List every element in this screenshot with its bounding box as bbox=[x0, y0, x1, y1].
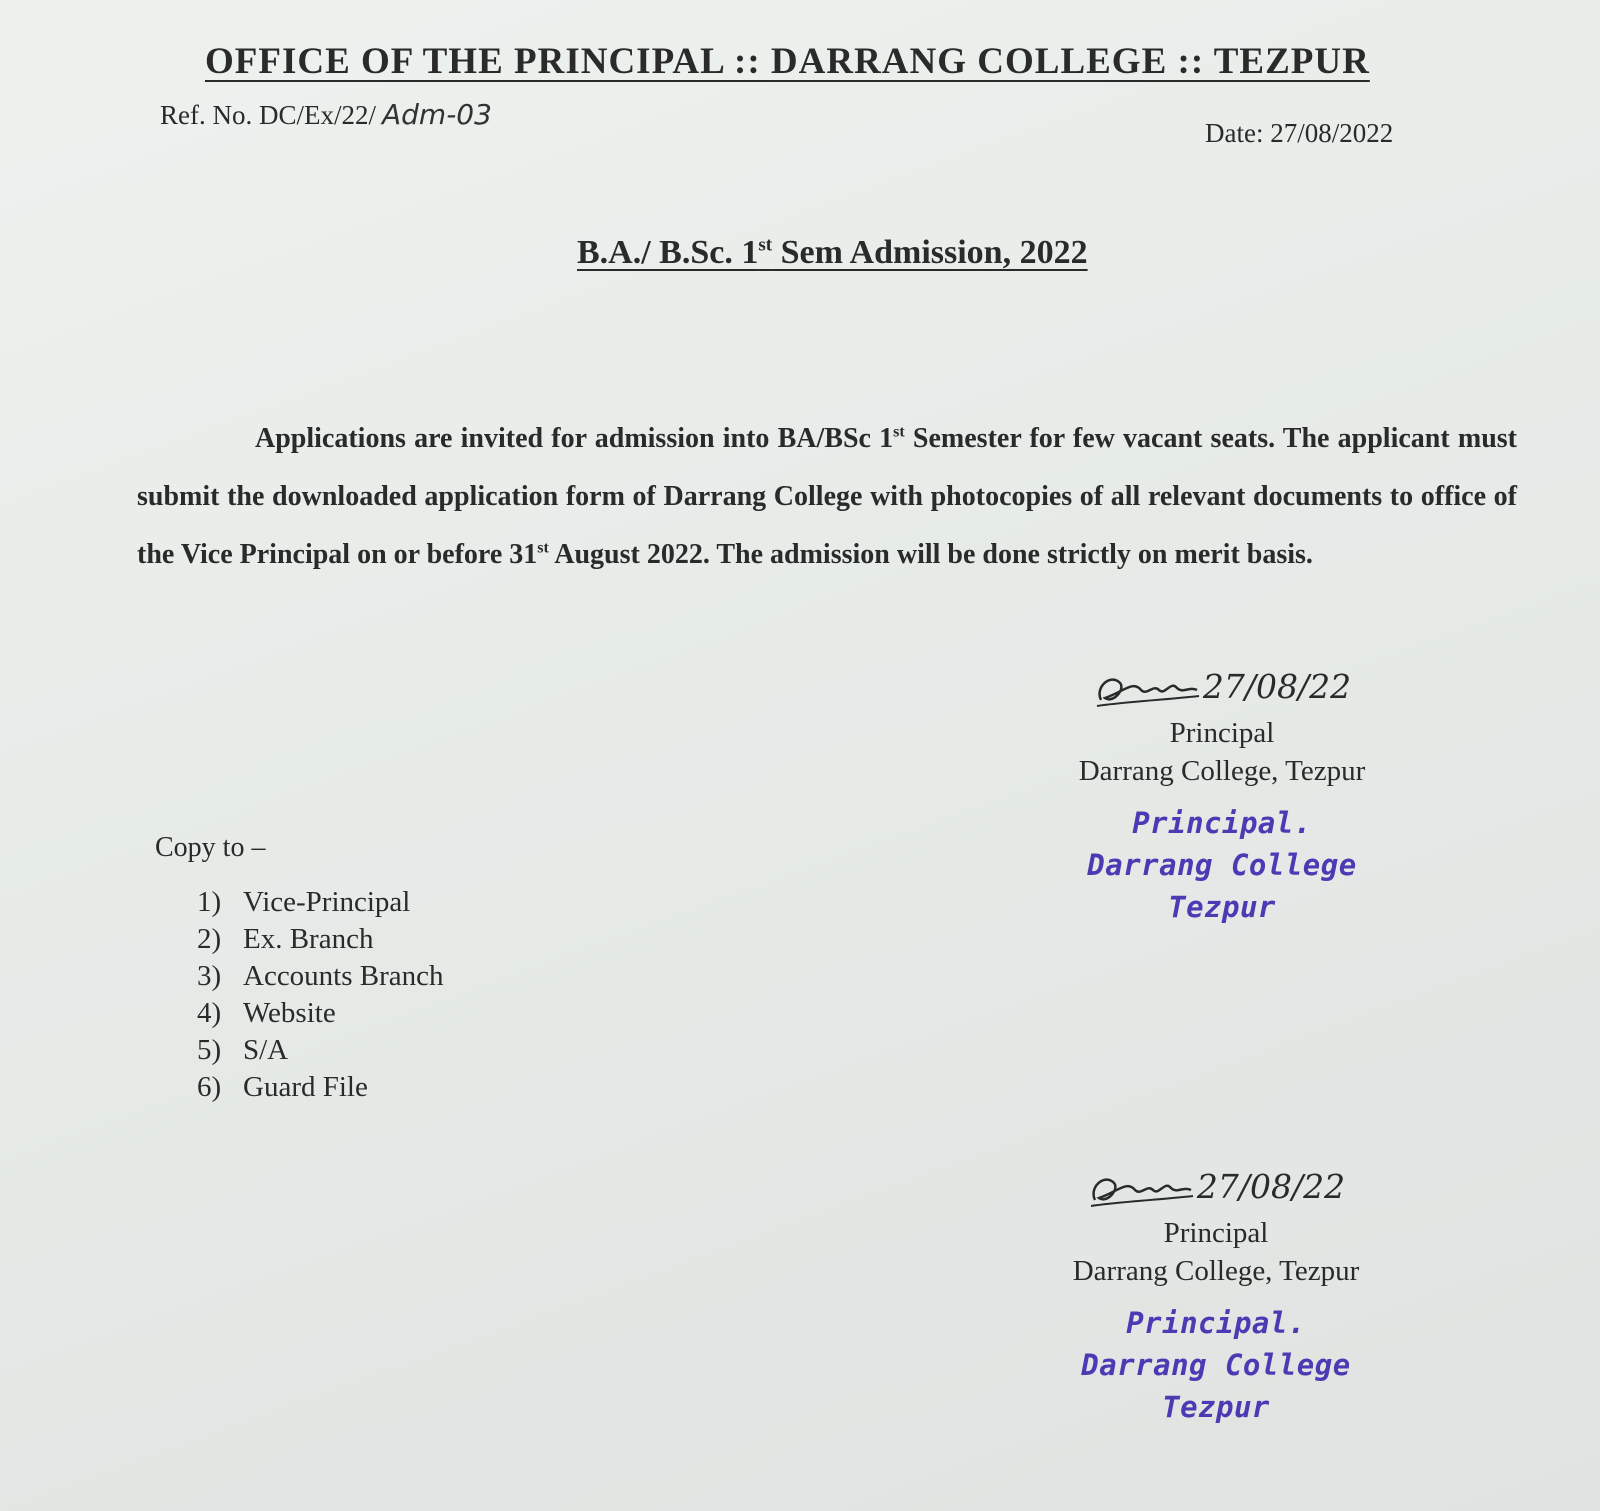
signature-mark-2 bbox=[1006, 1160, 1426, 1214]
signatory-role-2: Principal bbox=[1163, 1217, 1269, 1249]
signature-scribble-icon bbox=[1093, 666, 1203, 712]
copy-to-label: Copy to – bbox=[155, 832, 266, 863]
signature-block-1 bbox=[1012, 660, 1432, 928]
stamp-line-1: Principal. bbox=[1132, 806, 1312, 840]
reference-label: Ref. No. DC/Ex/22/ bbox=[160, 100, 376, 130]
signature-mark-1 bbox=[1012, 660, 1432, 714]
stamp-line-2: Darrang College bbox=[1087, 848, 1357, 882]
list-item: 5) S/A bbox=[197, 1034, 289, 1066]
title-sup: st bbox=[758, 234, 773, 256]
office-header: OFFICE OF THE PRINCIPAL :: DARRANG COLLEGE :: TEZPUR bbox=[205, 41, 1370, 82]
copy-to-list bbox=[197, 884, 444, 1106]
list-item: 1) Vice-Principal bbox=[197, 886, 411, 918]
body-part-2: Semester for few vacant seats. The applicant must submit the downloaded application form of Darrang College with photocopies of all relevant documents to office of the Vice Principal on or before 31 bbox=[137, 423, 1517, 570]
stamp-line-2: Darrang College bbox=[1081, 1348, 1351, 1382]
list-item: 6) Guard File bbox=[197, 1071, 368, 1103]
signature-block-2 bbox=[1006, 1160, 1426, 1428]
body-sup-1: st bbox=[893, 423, 905, 441]
body-part-1: Applications are invited for admission into BA/BSc 1 bbox=[255, 423, 894, 454]
reference-handwritten: Adm-03 bbox=[382, 98, 492, 131]
stamp-line-3: Tezpur bbox=[1168, 890, 1276, 924]
stamp-line-1: Principal. bbox=[1126, 1306, 1306, 1340]
signatory-org-1: Darrang College, Tezpur bbox=[1078, 755, 1366, 787]
reference-number bbox=[160, 98, 492, 131]
list-item: 3) Accounts Branch bbox=[197, 960, 444, 992]
body-sup-2: st bbox=[537, 539, 549, 557]
title-suffix: Sem Admission, 2022 bbox=[772, 234, 1088, 271]
list-item: 2) Ex. Branch bbox=[197, 923, 374, 955]
notice-body bbox=[137, 410, 1517, 584]
signatory-org-2: Darrang College, Tezpur bbox=[1072, 1255, 1360, 1287]
copy-to-section bbox=[155, 832, 444, 1106]
signature-scribble-icon bbox=[1087, 1166, 1197, 1212]
stamp-line-3: Tezpur bbox=[1162, 1390, 1270, 1424]
body-part-3: August 2022. The admission will be done strictly on merit basis. bbox=[548, 539, 1313, 570]
official-stamp-2 bbox=[1006, 1302, 1426, 1428]
notice-title bbox=[577, 234, 1088, 272]
signatory-role-1: Principal bbox=[1169, 717, 1275, 749]
official-stamp-1 bbox=[1012, 802, 1432, 928]
signature-date-1: 27/08/22 bbox=[1202, 667, 1352, 706]
signature-date-2: 27/08/22 bbox=[1196, 1167, 1346, 1206]
list-item: 4) Website bbox=[197, 997, 336, 1029]
notice-date: Date: 27/08/2022 bbox=[1205, 118, 1394, 148]
title-prefix: B.A./ B.Sc. 1 bbox=[577, 234, 759, 271]
